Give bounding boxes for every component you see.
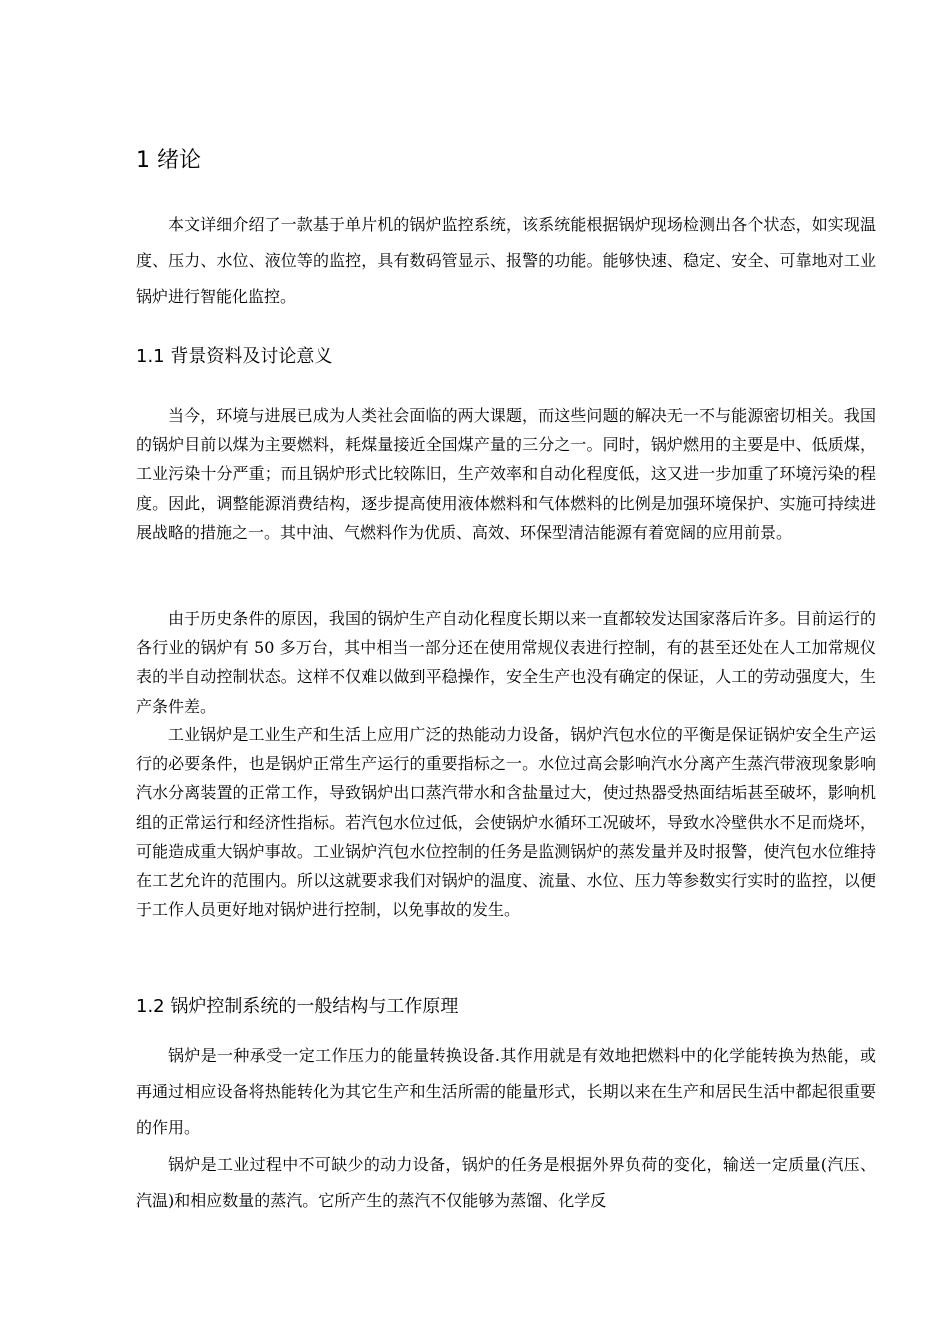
intro-paragraph: 本文详细介绍了一款基于单片机的锅炉监控系统，该系统能根据锅炉现场检测出各个状态，如实现温度、压力、水位、液位等的监控，具有数码管显示、报警的功能。能够快速、稳定、安全、可靠地对工业锅炉进行智能化监控。 xyxy=(136,215,876,306)
background-paragraph-2: 由于历史条件的原因，我国的锅炉生产自动化程度长期以来一直都较发达国家落后许多。目前运行的各行业的锅炉有 50 多万台，其中相当一部分还在使用常规仪表进行控制，有的甚至还处在人工加常规仪表的半自动控制状态。这样不仅难以做到平稳操作，安全生产也没有确定的保证，人工的劳动强度大，生产条件差。 xyxy=(136,609,876,716)
background-paragraph-3: 工业锅炉是工业生产和生活上应用广泛的热能动力设备，锅炉汽包水位的平衡是保证锅炉安全生产运行的必要条件，也是锅炉正常生产运行的重要指标之一。水位过高会影响汽水分离产生蒸汽带液现象影响汽水分离装置的正常工作，导致锅炉出口蒸汽带水和含盐量过大，使过热器受热面结垢甚至破坏，影响机组的正常运行和经济性指标。若汽包水位过低，会使锅炉水循环工况破坏，导致水冷壁供水不足而烧坏，可能造成重大锅炉事故。工业锅炉汽包水位控制的任务是监测锅炉的蒸发量并及时报警，使汽包水位维持在工艺允许的范围内。所以这就要求我们对锅炉的温度、流量、水位、压力等参数实行实时的监控，以便于工作人员更好地对锅炉进行控制，以免事故的发生。 xyxy=(136,725,876,920)
structure-paragraph-2: 锅炉是工业过程中不可缺少的动力设备，锅炉的任务是根据外界负荷的变化，输送一定质量(汽压、汽温)和相应数量的蒸汽。它所产生的蒸汽不仅能够为蒸馏、化学反 xyxy=(136,1155,876,1210)
section-title-1-1: 1.1 背景资料及讨论意义 xyxy=(136,346,333,367)
section-title-1-2: 1.2 锅炉控制系统的一般结构与工作原理 xyxy=(136,996,459,1017)
background-paragraph-1: 当今，环境与进展已成为人类社会面临的两大课题，而这些问题的解决无一不与能源密切相关。我国的锅炉目前以煤为主要燃料，耗煤量接近全国煤产量的三分之一。同时，锅炉燃用的主要是中、低质煤，工业污染十分严重；而且锅炉形式比较陈旧，生产效率和自动化程度低，这又进一步加重了环境污染的程度。因此，调整能源消费结构，逐步提高使用液体燃料和气体燃料的比例是加强环境保护、实施可持续进展战略的措施之一。其中油、气燃料作为优质、高效、环保型清洁能源有着宽阔的应用前景。 xyxy=(136,406,876,542)
structure-paragraph-1: 锅炉是一种承受一定工作压力的能量转换设备.其作用就是有效地把燃料中的化学能转换为热能，或再通过相应设备将热能转化为其它生产和生活所需的能量形式，长期以来在生产和居民生活中都起很重要的作用。 xyxy=(136,1046,876,1137)
chapter-title: 1 绪论 xyxy=(136,148,201,173)
